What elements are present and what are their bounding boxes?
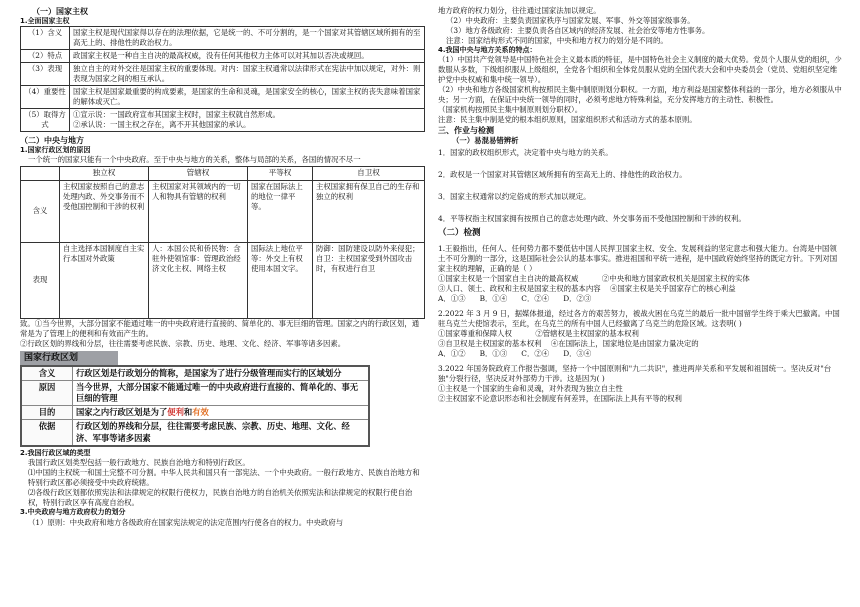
admin-banner: 国家行政区划: [20, 351, 118, 365]
sub1-title: 1.全面国家主权: [20, 16, 70, 25]
table-cell: 国际法上地位平等：外交上有权使用本国文字。: [248, 242, 313, 318]
r-para-8: 注意：民主集中制是党的根本组织原则，国家组织形式和活动方式的基本原则。: [438, 115, 697, 125]
question-1: 1.王毅指出，任何人、任何势力都不要低估中国人民捍卫国家主权、安全、发展利益的坚定意志和强大能力。台湾是中国领土不可分割的一部分，这是国际社会公认的基本事实。推进祖国和平统一进程，是中国政府始终坚持的既定方针。下列对国家主权的理解，正确的是（ ）: [438, 244, 838, 274]
q1-answers: A．①③ B．①④ C．②④ D．②③: [438, 294, 592, 304]
row-key: 原因: [21, 380, 73, 405]
table-row: [21, 242, 425, 318]
section2-title: （二）中央与地方: [20, 135, 84, 146]
table-cell: 主权国家拥有保卫自己的生存和独立的权利: [313, 180, 425, 242]
sec3-sub1: （一）易混易错辨析: [452, 136, 519, 146]
q2-options-2: ③自卫权是主权国家的基本权利 ④在国际法上，国家地位是由国家力量决定的: [438, 339, 699, 349]
question-2: 2.2022 年 3 月 9 日，据媒体报道，经过各方的艰苦努力，被战火困在乌克兰的最后一批中国留学生终于乘大巴撤离。中国驻乌克兰大使馆表示，至此，在乌克兰的所有中国人已经撤离了乌克兰的危险区域。这表明( ): [438, 309, 840, 329]
row-label: 含义: [21, 180, 60, 242]
sovereignty-table: [20, 26, 425, 132]
judge-3: 3．国家主权通常以约定俗成的形式加以规定。: [438, 192, 591, 202]
table-row: [21, 63, 425, 86]
r-para-6: （2）中央和地方各级国家机构按照民主集中制原则划分职权。一方面，地方利益是国家整体利益的一部分，地方必须服从中央；另一方面，在保证中央统一领导的同时，必须考虑地方特殊利益，充分发挥地方的主动性、积极性。: [438, 85, 842, 105]
row-value: 当今世界，大部分国家不能通过唯一的中央政府进行直接的、简单化的、事无巨细的管理: [73, 380, 370, 405]
q1-options-1: ①国家主权是一个国家自主自决的最高权威 ②中央和地方国家政权机关是国家主权的实体: [438, 274, 750, 284]
row-key: （2）特点: [21, 50, 70, 63]
q3-options-1: ①主权是一个国家的生命和灵魂，对外表现为独立自主性: [438, 384, 623, 394]
sub3-title: 2.我国行政区域的类型: [20, 448, 91, 457]
row-key: 依据: [21, 420, 73, 446]
row-value: ①宣示说：一国政府宣布其国家主权时，国家主权就自然形成。 ②承认说：一国主权之存在，离不开其他国家的承认。: [70, 109, 425, 132]
q2-options-1: ①国家尊重和保障人权 ②管辖权是主权国家的基本权利: [438, 329, 639, 339]
corner-cell: [21, 167, 60, 180]
header-cell: 平等权: [248, 167, 313, 180]
table-row: [21, 109, 425, 132]
para-c: 我国行政区划类型包括一般行政地方、民族自治地方和特别行政区。: [28, 458, 250, 468]
row-key: （1）含义: [21, 27, 70, 50]
table-row: [21, 86, 425, 109]
header-cell: 独立权: [60, 167, 149, 180]
purpose-highlight-1: 便利: [167, 407, 184, 418]
row-label: 表现: [21, 242, 60, 318]
judge-4: 4．平等权指主权国家拥有按照自己的意志处理内政、外交事务而不受他国控制和干涉的权利。: [438, 214, 746, 223]
sub2-title: 1.国家行政区划的原因: [20, 145, 91, 154]
row-value: 国家主权是国家最重要的构成要素，是国家的生命和灵魂，是国家安全的核心，国家主权的丧失意味着国家的解体或灭亡。: [70, 86, 425, 109]
table-row: [21, 366, 369, 381]
sec3-sub2: （二）检测: [438, 227, 481, 238]
purpose-highlight-2: 有效: [192, 407, 209, 418]
r-para-7: （国家机构按照民主集中制原则划分职权）。: [438, 105, 583, 115]
row-key: 目的: [21, 406, 73, 420]
table-row: [21, 420, 369, 446]
para-d: ⑴中国的主权统一和国土完整不可分割。中华人民共和国只有一部宪法、一个中央政府。一般行政地方、民族自治地方和特别行政区都必须接受中央政府统辖。: [28, 468, 420, 488]
judge-1: 1．国家的政权组织形式，决定着中央与地方的关系。: [438, 148, 613, 158]
table-cell: 国家在国际法上的地位一律平等。: [248, 180, 313, 242]
r-para-5: （1）中国共产党领导是中国特色社会主义最本质的特征，是中国特色社会主义制度的最大优势。党员个人服从党的组织，少数服从多数，下级组织服从上级组织，全党各个组织和全体党员服从党的全国代表大会和中央委员会（党员、党组织坚定维护党中央权威和集中统一领导）。: [438, 55, 842, 85]
r-para-1: 地方政府的权力划分，往往通过国家法加以规定。: [438, 6, 601, 15]
para-e: ⑵各级行政区划都依照宪法和法律规定的权限行使权力，民族自治地方的自治机关依照宪法和法律规定的权限行使自治权，特别行政区享有高度自治权。: [28, 488, 413, 508]
row-value: 国家主权是现代国家得以存在的法理依据，它是统一的、不可分割的，是一个国家对其管辖区域所拥有的至高无上的、排他性的政治权力。: [70, 27, 425, 50]
r-para-2: （2）中央政府：主要负责国家秩序与国家发展、军事、外交等国家级事务。: [446, 15, 695, 25]
rights-table: [20, 166, 425, 318]
row-key: （5）取得方式: [21, 109, 70, 132]
judge-2: 2．政权是一个国家对其管辖区域所拥有的至高无上的、排他性的政治权力。: [438, 170, 687, 180]
admin-table: [20, 365, 370, 447]
right-column: [438, 6, 843, 404]
table-row: [21, 380, 369, 405]
header-cell: 自卫权: [313, 167, 425, 180]
table-cell: 防御：国防建设以防外来侵犯；自卫：主权国家受到外国攻击时，有权进行自卫: [313, 242, 425, 318]
row-value: [73, 406, 370, 420]
para-b: ②行政区划的界线和分层，往往需要考虑民族、宗教、历史、地理、文化、经济、军事等诸多因素。: [20, 338, 346, 348]
row-value: 行政区划是行政划分的简称，是国家为了进行分级管理而实行的区域划分: [73, 366, 370, 381]
purpose-prefix: 国家之内行政区划是为了: [76, 407, 168, 418]
row-key: （3）表现: [21, 63, 70, 86]
q1-options-2: ③人口、领土、政权和主权是国家主权的基本内容 ④国家主权是关乎国家存亡的核心利益: [438, 284, 736, 294]
table-cell: 自主选择本国制度自主实行本国对外政策: [60, 242, 149, 318]
para-f: （1）原则：中央政府和地方各级政府在国家宪法规定的法定范围内行使各自的权力。中央政府与: [28, 517, 344, 527]
row-value: 行政区划的界线和分层，往往需要考虑民族、宗教、历史、地理、文化、经济、军事等诸多因素: [73, 420, 370, 446]
sec3-title: 三、作业与检测: [438, 125, 494, 136]
intro-text: 一个统一的国家只能有一个中央政府。至于中央与地方的关系，整体与局部的关系，各国的情况不尽一: [28, 155, 361, 165]
sub4-title: 3.中央政府与地方政府权力的划分: [20, 508, 126, 517]
table-cell: 主权国家对其领域内的一切人和物具有管辖的权利: [149, 180, 248, 242]
r-para-3: （3）地方各级政府：主要负责各自区域内的经济发展、社会治安等地方性事务。: [446, 25, 710, 35]
table-header-row: [21, 167, 425, 180]
header-cell: 管辖权: [149, 167, 248, 180]
table-cell: 人：本国公民和侨民物：含驻外使领馆事：管理政治经济文化主权、网络主权: [149, 242, 248, 318]
table-cell: 主权国家按照自己的意志处理内政、外交事务而不受他国控制和干涉的权利: [60, 180, 149, 242]
left-column: [20, 6, 425, 528]
r-para-4: 注意：国家结构形式不同的国家，中央和地方权力的划分是不同的。: [446, 35, 668, 45]
row-value: 政国家主权是一种自主自决的最高权威，没有任何其他权力主体可以对其加以否决或规回。: [70, 50, 425, 63]
row-value: 独立自主的对外交往是国家主权的重要体现。对内：国家主权通常以法律形式在宪法中加以规定，对外：则表现为国家之间的相互承认。: [70, 63, 425, 86]
r-sub-title: 4.我国中央与地方关系的特点：: [438, 45, 537, 54]
table-row: [21, 180, 425, 242]
para-a: 致。①当今世界，大部分国家不能通过唯一的中央政府进行直接的、简单化的、事无巨细的管理。国家之内的行政区划，通常是为了管理上的便利和有效而产生的。: [20, 318, 420, 338]
row-key: 含义: [21, 366, 73, 381]
table-row: [21, 406, 369, 420]
table-row: [21, 50, 425, 63]
question-3: 3.2022 年国务院政府工作报告强调，坚持一个中国原则和"九二共识"，推进两岸关系和平发展和祖国统一。坚决反对"台独"分裂行径，坚决反对外部势力干涉。这是因为( ): [438, 364, 832, 384]
purpose-joiner: 和: [183, 407, 193, 418]
q3-options-2: ②主权国家不论意识形态和社会制度有何差异，在国际法上具有平等的权利: [438, 394, 682, 404]
q2-answers: A．①② B．①③ C．②④ D．③④: [438, 349, 592, 359]
table-row: [21, 27, 425, 50]
row-key: （4）重要性: [21, 86, 70, 109]
section1-title: （一）国家主权: [32, 6, 88, 16]
